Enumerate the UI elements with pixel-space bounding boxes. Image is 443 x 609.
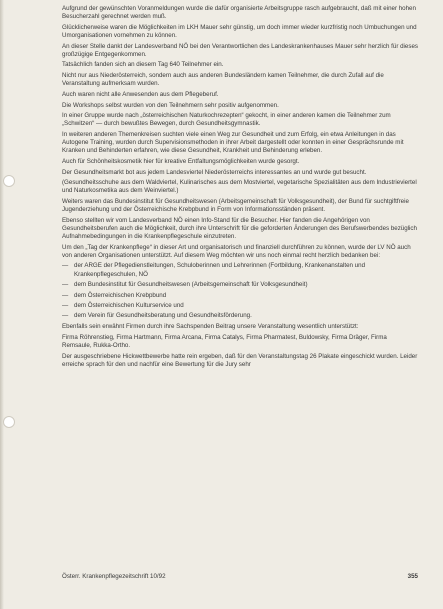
- paragraph: Auch für Schönheitskosmetik hier für kreative Entfaltungsmöglichkeiten wurde gesorgt.: [62, 157, 300, 165]
- paragraph: In weiteren anderen Themenkreisen suchten viele einen Weg zur Gesundheit und zum Erfolg, ein etwa Anleitungen in das Autogene Training, wurden durch Supervisionsmethoden in ihrer Arbeit dargestellt oder konnten in einer Gesprächsrunde mit Kranken und Behinderten erfahren, wie diese Gesundheit, Krankheit und Behinderung erleben.: [62, 130, 404, 155]
- punch-hole-top: [3, 175, 15, 187]
- sponsor-list: [62, 262, 418, 320]
- paragraph: Firma Röhrenstieg, Firma Hartmann, Firma Arcana, Firma Catalys, Firma Pharmatest, Buldowsky, Firma Dräger, Firma Remsaule, Rukka-Ortho.: [62, 333, 387, 349]
- page-footer: [62, 573, 418, 581]
- paragraph: Der Gesundheitsmarkt bot aus jedem Landesviertel Niederösterreichs interessantes an und wurde gut besucht.: [62, 168, 367, 176]
- paragraph: Aufgrund der gewünschten Voranmeldungen wurde die dafür organisierte Arbeitsgruppe rasch aufgebraucht, daß mit einer hohen Besucherzahl gerechnet werden muß.: [62, 5, 416, 21]
- paragraph: An dieser Stelle dankt der Landesverband NÖ bei den Verantwortlichen des Landeskrankenhauses Mauer sehr herzlich für dieses großzügige Entgegenkommen.: [62, 42, 418, 58]
- dash-bullet: —: [62, 281, 69, 289]
- list-item: [62, 312, 418, 320]
- paragraph: (Gesundheitsschuhe aus dem Waldviertel, Kulinarisches aus dem Mostviertel, vegetarische Spezialitäten aus dem Industrieviertel und Naturkosmetika aus dem Weinviertel.): [62, 179, 417, 195]
- paragraph: Tatsächlich fanden sich an diesem Tag 640 Teilnehmer ein.: [62, 61, 224, 69]
- dash-bullet: —: [62, 262, 69, 270]
- punch-hole-bottom: [3, 416, 15, 428]
- list-item-text: dem Österreichischen Krebpbund: [74, 291, 167, 299]
- list-item: [62, 292, 418, 300]
- journal-name: Österr. Krankenpflegezeitschrift 10/92: [62, 573, 166, 580]
- paragraph: Auch waren nicht alle Anwesenden aus dem Pflegeberuf.: [62, 90, 219, 98]
- paragraph: In einer Gruppe wurde nach „österreichischen Naturkochrezepten“ gekocht, in einer anderen kamen die Teilnehmer zum „Schwitzen“ — durch bewußtes Bewegen, durch Gesundheitsgymnastik.: [62, 112, 391, 128]
- page-edge-shadow: [0, 0, 4, 609]
- list-item: [62, 281, 418, 289]
- paragraph: Um den „Tag der Krankenpflege“ in dieser Art und organisatorisch und finanziell durchführen zu können, wurde der LV NÖ auch von anderen Organisationen unterstützt. Auf diesem Weg möchten wir uns noch einmal recht herzlich bedanken bei:: [62, 243, 411, 259]
- list-item-text: dem Österreichischen Kulturservice und: [74, 301, 184, 309]
- list-item-text: der ARGE der Pflegedienstleitungen, Schuloberinnen und Lehrerinnen (Fortbildung, Krankenanstalten und Krankenpflegeschulen, NÖ: [74, 262, 366, 278]
- list-item-text: dem Bundesinstitut für Gesundheitswesen (Arbeitsgemeinschaft für Volksgesundheit): [74, 281, 308, 289]
- list-item: [62, 302, 418, 310]
- paragraph: Die Workshops selbst wurden von den Teilnehmern sehr positiv aufgenommen.: [62, 101, 279, 109]
- paragraph: Nicht nur aus Niederösterreich, sondern auch aus anderen Bundesländern kamen Teilnehmer, die durch Zufall auf die Veranstaltung aufmerksam wurden.: [62, 72, 384, 88]
- dash-bullet: —: [62, 312, 69, 320]
- paragraph: Glücklicherweise waren die Möglichkeiten im LKH Mauer sehr günstig, um doch immer wieder kurzfristig noch Umbuchungen und Umorganisationen vornehmen zu können.: [62, 23, 417, 39]
- article-body: [62, 5, 418, 371]
- paragraph: Ebenso stellten wir vom Landesverband NÖ einen Info-Stand für die Besucher. Hier fanden die Angehörigen von Gesundheitsberufen auch die Möglichkeit, durch ihre Unterschrift für die geforderten Änderungen des Berufswerbendes bezüglich Aufnahmebedingungen in die Krankenpflegeschule einzutreten.: [62, 216, 417, 240]
- list-item: [62, 262, 418, 278]
- page-number: 355: [407, 573, 418, 580]
- paragraph: Ebenfalls sein erwähnt Firmen durch ihre Sachspenden Beitrag unsere Veranstaltung wesentlich unterstützt:: [62, 323, 359, 331]
- dash-bullet: —: [62, 291, 69, 299]
- dash-bullet: —: [62, 301, 69, 309]
- paragraph: Der ausgeschriebene Hickwettbewerbe hatte rein ergeben, daß für den Veranstaltungstag 26 Plakate eingeschickt wurden. Leider erreiche sprach für den und nachfür eine Bewertung für die Jury sehr: [62, 352, 418, 368]
- paragraph: Weiters waren das Bundesinstitut für Gesundheitswesen (Arbeitsgemeinschaft für Volksgesundheit), der Bund für suchtgiftfreie Jugenderziehung und der Österreichische Krebpbund in Form von Informationsständen präsent.: [62, 198, 409, 214]
- list-item-text: dem Verein für Gesundheitsberatung und Gesundheitsförderung.: [74, 312, 252, 320]
